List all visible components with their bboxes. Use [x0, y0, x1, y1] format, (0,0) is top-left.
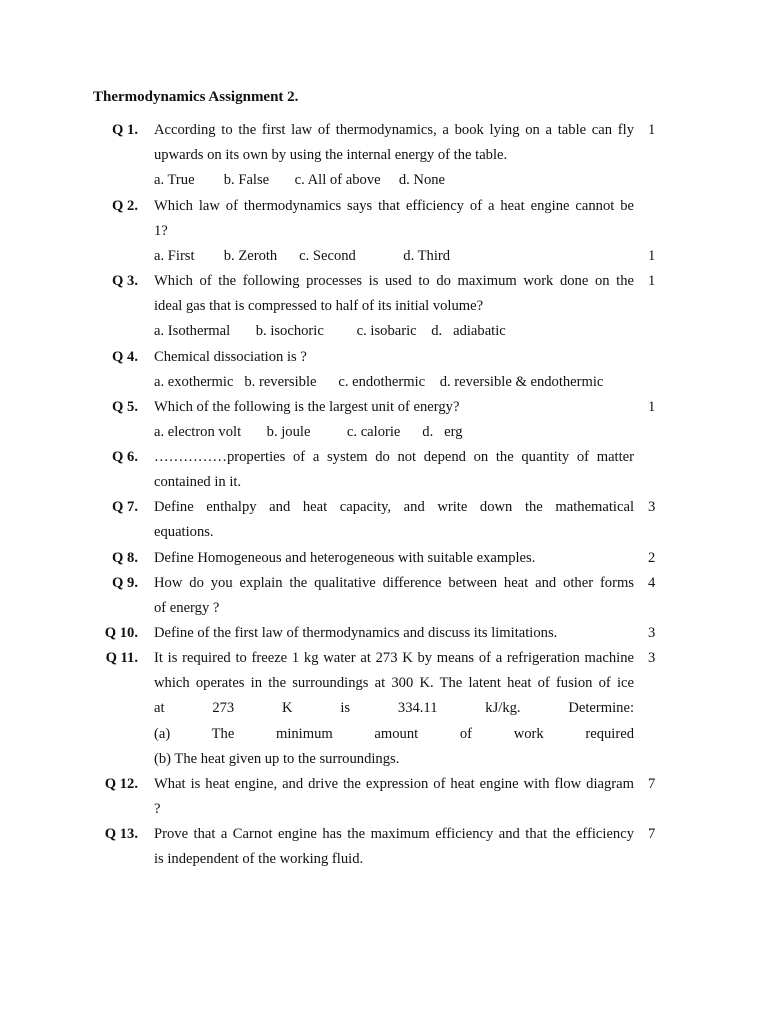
question-line: at 273 K is 334.11 kJ/kg. Determine:: [154, 700, 634, 717]
question-number: Q 9.: [112, 575, 138, 591]
question-number: Q 2.: [112, 198, 138, 214]
question-line: What is heat engine, and drive the expression of heat engine with flow diagram: [154, 776, 634, 792]
question-number: Q 11.: [105, 650, 138, 666]
question-text: [154, 445, 634, 495]
question-marks: 2: [648, 550, 656, 566]
question-text: [154, 269, 634, 345]
question-line: 1?: [154, 223, 168, 240]
question-number: Q 3.: [112, 273, 138, 289]
question-line: of energy ?: [154, 600, 220, 617]
question-marks: 4: [648, 575, 656, 591]
question-number: Q 5.: [112, 399, 138, 415]
answer-options: a. electron volt b. joule c. calorie d. erg: [154, 424, 463, 441]
question-text: [154, 194, 634, 270]
question-number: Q 6.: [112, 449, 138, 465]
question-number: Q 12.: [104, 776, 138, 792]
question-line: which operates in the surroundings at 300 K. The latent heat of fusion of ice: [154, 675, 634, 692]
question-marks: 7: [648, 826, 656, 842]
question-text: [154, 571, 634, 621]
question-number: Q 1.: [112, 122, 138, 138]
question-line: equations.: [154, 524, 214, 541]
question-number: Q 10.: [104, 625, 138, 641]
question-text: [154, 495, 634, 545]
question-marks: 1: [648, 273, 656, 289]
question-line: ?: [154, 801, 161, 818]
answer-options: a. Isothermal b. isochoric c. isobaric d. adiabatic: [154, 323, 506, 340]
question-line: Which law of thermodynamics says that efficiency of a heat engine cannot be: [154, 198, 634, 214]
question-line: Which of the following is the largest unit of energy?: [154, 399, 460, 415]
answer-options: a. First b. Zeroth c. Second d. Third: [154, 248, 451, 265]
question-marks: 3: [648, 499, 656, 515]
question-line: According to the first law of thermodynamics, a book lying on a table can fly: [154, 122, 634, 138]
question-marks: 1: [648, 399, 656, 415]
answer-options: a. exothermic b. reversible c. endothermic d. reversible & endothermic: [154, 374, 604, 391]
question-line: upwards on its own by using the internal energy of the table.: [154, 147, 508, 164]
question-text: [154, 621, 634, 646]
question-line: ideal gas that is compressed to half of its initial volume?: [154, 298, 484, 315]
question-line: Define of the first law of thermodynamics and discuss its limitations.: [154, 625, 558, 641]
question-line: Prove that a Carnot engine has the maximum efficiency and that the efficiency: [154, 826, 634, 842]
question-number: Q 13.: [104, 826, 138, 842]
question-line: Chemical dissociation is ?: [154, 349, 307, 365]
question-text: [154, 118, 634, 194]
question-line: It is required to freeze 1 kg water at 273 K by means of a refrigeration machine: [154, 650, 634, 666]
question-line: Define enthalpy and heat capacity, and write down the mathematical: [154, 499, 634, 515]
question-marks: 1: [648, 122, 656, 138]
question-text: [154, 646, 634, 772]
question-text: [154, 395, 634, 445]
question-line: (b) The heat given up to the surroundings.: [154, 750, 400, 767]
assignment-title: Thermodynamics Assignment 2.: [93, 89, 299, 105]
question-number: Q 4.: [112, 349, 138, 365]
question-number: Q 7.: [112, 499, 138, 515]
question-text: [154, 772, 634, 822]
question-line: Define Homogeneous and heterogeneous with suitable examples.: [154, 550, 536, 566]
question-number: Q 8.: [112, 550, 138, 566]
question-marks: 7: [648, 776, 656, 792]
question-line: Which of the following processes is used to do maximum work done on the: [154, 273, 634, 289]
question-marks: 1: [648, 248, 656, 265]
question-text: [154, 822, 634, 872]
question-line: How do you explain the qualitative difference between heat and other forms: [154, 575, 634, 591]
question-marks: 3: [648, 625, 656, 641]
question-marks: 3: [648, 650, 656, 666]
question-line: contained in it.: [154, 474, 242, 491]
question-line: ……………properties of a system do not depend on the quantity of matter: [154, 449, 634, 465]
answer-options: a. True b. False c. All of above d. None: [154, 172, 446, 189]
question-line: (a) The minimum amount of work required: [154, 725, 634, 742]
question-line: is independent of the working fluid.: [154, 851, 364, 868]
question-text: [154, 546, 634, 571]
question-text: [154, 345, 634, 395]
